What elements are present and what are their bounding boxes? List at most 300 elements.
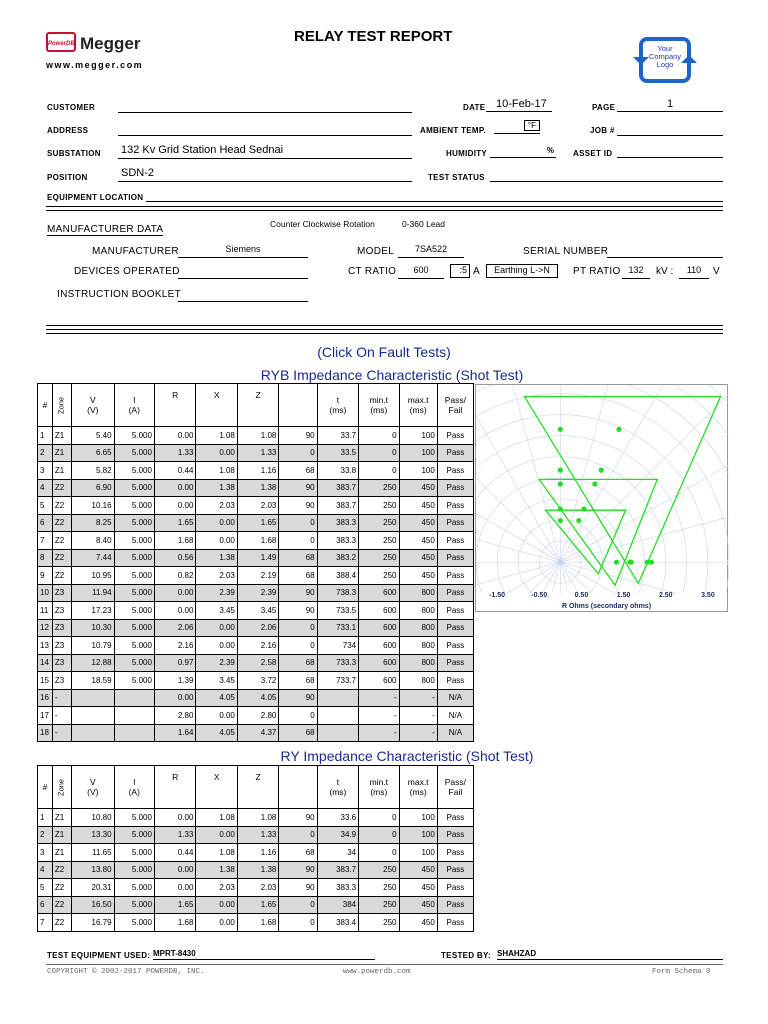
- table-cell: N/A: [437, 724, 473, 742]
- asset-id-label: ASSET ID: [573, 149, 613, 158]
- table-cell: 12: [38, 619, 53, 637]
- table-cell: Z1: [52, 826, 71, 844]
- table-cell: 0.00: [196, 707, 237, 725]
- table-cell: 1.33: [237, 826, 278, 844]
- report-title: RELAY TEST REPORT: [294, 28, 453, 45]
- table-cell: 11: [38, 602, 53, 620]
- col-header-6: Z: [237, 766, 278, 809]
- table-cell: 6.65: [72, 444, 115, 462]
- grid-circle: [476, 457, 666, 613]
- table-cell: 734: [317, 637, 358, 655]
- humidity-field[interactable]: [490, 146, 556, 158]
- test-equipment-label: TEST EQUIPMENT USED:: [47, 951, 151, 960]
- table-cell: -: [52, 707, 71, 725]
- table-cell: -: [52, 724, 71, 742]
- test-point[interactable]: [558, 506, 563, 511]
- table-row[interactable]: [38, 689, 474, 707]
- table-cell: 0: [279, 514, 317, 532]
- copyright-text: COPYRIGHT © 2002-2017 POWERDB, INC.: [47, 968, 205, 976]
- table-row[interactable]: [38, 549, 474, 567]
- table-cell: 388.4: [317, 567, 358, 585]
- customer-label: CUSTOMER: [47, 103, 96, 112]
- table-cell: 33.6: [317, 809, 358, 827]
- table-row[interactable]: [38, 809, 474, 827]
- pt-unit-kv: kV :: [656, 266, 674, 277]
- table-cell: Pass: [437, 444, 473, 462]
- table-cell: Pass: [437, 567, 473, 585]
- table-row[interactable]: [38, 826, 474, 844]
- page-label: PAGE: [592, 103, 616, 112]
- brand-website[interactable]: www.megger.com: [46, 60, 144, 70]
- table-cell: 0.00: [154, 879, 195, 897]
- table-cell: 5.000: [114, 826, 154, 844]
- chart-grid-group: [476, 385, 729, 613]
- table-cell: 733.3: [317, 654, 358, 672]
- table-cell: 0.00: [154, 427, 195, 445]
- col-header-8: t (ms): [317, 766, 358, 809]
- table-cell: 10: [38, 584, 53, 602]
- table-cell: 5.000: [114, 637, 154, 655]
- table-cell: Z2: [52, 532, 71, 550]
- table-cell: 384: [317, 896, 358, 914]
- logo-text-line3: Logo: [656, 60, 674, 69]
- col-header-10: max.t (ms): [399, 384, 437, 427]
- table-cell: Pass: [437, 584, 473, 602]
- table-row[interactable]: [38, 584, 474, 602]
- logo-text-line2: Company: [648, 52, 682, 61]
- table-cell: 8: [38, 549, 53, 567]
- table-row[interactable]: [38, 497, 474, 515]
- manufacturer-data-heading: MANUFACTURER DATA: [47, 224, 164, 235]
- table-cell: Pass: [437, 619, 473, 637]
- table-cell: 2.39: [196, 654, 237, 672]
- table-cell: -: [399, 689, 437, 707]
- test-point[interactable]: [614, 560, 619, 565]
- table-cell: 8.40: [72, 532, 115, 550]
- col-header-3: I (A): [114, 384, 154, 427]
- table-cell: 90: [279, 689, 317, 707]
- table-cell: Pass: [437, 896, 473, 914]
- test-point[interactable]: [616, 427, 621, 432]
- table-row[interactable]: [38, 619, 474, 637]
- table-cell: 9: [38, 567, 53, 585]
- col-header-1: Zone: [52, 384, 71, 427]
- table-cell: 1.08: [196, 462, 237, 480]
- col-header-1: Zone: [52, 766, 71, 809]
- devices-operated-field[interactable]: [178, 265, 308, 279]
- table-cell: 16.50: [72, 896, 115, 914]
- table-cell: 5.000: [114, 479, 154, 497]
- table-cell: Z1: [52, 427, 71, 445]
- table-cell: Pass: [437, 879, 473, 897]
- table-cell: 5.000: [114, 497, 154, 515]
- grid-circle: [476, 436, 687, 613]
- table-cell: 0: [279, 914, 317, 932]
- table-cell: Z2: [52, 861, 71, 879]
- table-row[interactable]: [38, 427, 474, 445]
- test-point[interactable]: [649, 560, 654, 565]
- test-point[interactable]: [558, 427, 563, 432]
- table-cell: [72, 707, 115, 725]
- table-row[interactable]: [38, 479, 474, 497]
- table-cell: 6: [38, 896, 53, 914]
- footer-rule: [46, 964, 723, 965]
- table-row[interactable]: [38, 602, 474, 620]
- table-cell: 2.16: [154, 637, 195, 655]
- address-label: ADDRESS: [47, 126, 89, 135]
- table-cell: Pass: [437, 497, 473, 515]
- table-cell: 450: [399, 914, 437, 932]
- grid-circle: [476, 394, 729, 613]
- table-cell: 2.03: [196, 567, 237, 585]
- table-cell: 1.65: [154, 514, 195, 532]
- asset-id-field[interactable]: [617, 146, 723, 158]
- table-cell: 383.3: [317, 532, 358, 550]
- humidity-unit: %: [546, 146, 554, 155]
- table-cell: 5.000: [114, 654, 154, 672]
- table-cell: 2.06: [154, 619, 195, 637]
- ryb-header-row: [38, 384, 474, 427]
- col-header-2: V (V): [72, 384, 115, 427]
- table-cell: 100: [399, 844, 437, 862]
- table-cell: 250: [359, 567, 399, 585]
- table-cell: 1.33: [154, 444, 195, 462]
- click-on-fault-tests-link[interactable]: (Click On Fault Tests): [317, 344, 451, 360]
- table-cell: 0: [279, 707, 317, 725]
- rotation-value: 0-360 Lead: [402, 219, 446, 229]
- table-cell: -: [399, 724, 437, 742]
- table-cell: 6: [38, 514, 53, 532]
- table-cell: 34.9: [317, 826, 358, 844]
- powerdb-site-link[interactable]: www.powerdb.com: [343, 968, 411, 976]
- table-cell: 90: [279, 861, 317, 879]
- table-cell: 450: [399, 479, 437, 497]
- ry-chart-title: RY Impedance Characteristic (Shot Test): [280, 748, 534, 764]
- table-cell: 0.44: [154, 462, 195, 480]
- test-point[interactable]: [558, 468, 563, 473]
- x-tick-label: 1.50: [616, 592, 631, 599]
- table-cell: 100: [399, 826, 437, 844]
- grid-spoke: [476, 562, 560, 613]
- table-cell: Z2: [52, 879, 71, 897]
- table-cell: 68: [279, 462, 317, 480]
- table-row[interactable]: [38, 861, 474, 879]
- position-label: POSITION: [47, 173, 88, 182]
- table-cell: N/A: [437, 689, 473, 707]
- table-cell: 4: [38, 861, 53, 879]
- table-cell: 5.000: [114, 462, 154, 480]
- table-row[interactable]: [38, 654, 474, 672]
- table-cell: 17.23: [72, 602, 115, 620]
- instruction-booklet-field[interactable]: [178, 288, 308, 302]
- table-row[interactable]: [38, 707, 474, 725]
- table-cell: 3.45: [237, 602, 278, 620]
- ambient-temp-field[interactable]: [494, 121, 540, 134]
- table-cell: 90: [279, 602, 317, 620]
- ct-secondary-field[interactable]: :5: [450, 264, 470, 278]
- table-cell: Pass: [437, 861, 473, 879]
- equipment-location-field[interactable]: [146, 190, 723, 202]
- table-cell: 90: [279, 427, 317, 445]
- table-cell: 3: [38, 462, 53, 480]
- table-cell: 90: [279, 584, 317, 602]
- logo-text-line1: Your: [657, 44, 673, 53]
- position-field[interactable]: SDN-2: [118, 167, 412, 182]
- table-cell: 0.00: [154, 479, 195, 497]
- table-cell: 68: [279, 844, 317, 862]
- table-cell: 13: [38, 637, 53, 655]
- table-cell: 1.38: [196, 479, 237, 497]
- table-cell: 2.80: [154, 707, 195, 725]
- angle-label-270: 270: [556, 586, 569, 593]
- table-cell: Pass: [437, 427, 473, 445]
- table-cell: Pass: [437, 549, 473, 567]
- grid-circle: [476, 385, 729, 613]
- table-cell: 3.72: [237, 672, 278, 690]
- serial-number-label: SERIAL NUMBER: [523, 246, 609, 257]
- table-row[interactable]: [38, 844, 474, 862]
- table-row[interactable]: [38, 896, 474, 914]
- substation-field[interactable]: 132 Kv Grid Station Head Sednai: [118, 144, 412, 159]
- table-cell: 383.3: [317, 514, 358, 532]
- ct-primary-field[interactable]: 600: [398, 265, 444, 279]
- table-cell: [114, 724, 154, 742]
- table-cell: 800: [399, 672, 437, 690]
- table-cell: [317, 724, 358, 742]
- table-cell: 10.80: [72, 809, 115, 827]
- table-row[interactable]: [38, 462, 474, 480]
- table-cell: 450: [399, 549, 437, 567]
- table-cell: 250: [359, 861, 399, 879]
- table-cell: 1.65: [237, 896, 278, 914]
- col-header-0: #: [38, 384, 53, 427]
- table-cell: 33.8: [317, 462, 358, 480]
- test-point[interactable]: [592, 481, 597, 486]
- table-cell: 5.40: [72, 427, 115, 445]
- page-field[interactable]: 1: [617, 98, 723, 112]
- table-cell: 383.2: [317, 549, 358, 567]
- zone-z2-polygon: [539, 479, 657, 585]
- table-cell: 600: [359, 619, 399, 637]
- table-cell: Pass: [437, 826, 473, 844]
- table-cell: 2.06: [237, 619, 278, 637]
- col-header-2: V (V): [72, 766, 115, 809]
- table-cell: 1.33: [237, 444, 278, 462]
- table-cell: Z1: [52, 809, 71, 827]
- table-cell: 450: [399, 497, 437, 515]
- table-cell: 5.000: [114, 844, 154, 862]
- table-cell: 1.68: [237, 532, 278, 550]
- table-cell: Pass: [437, 514, 473, 532]
- table-cell: 5.000: [114, 602, 154, 620]
- table-cell: 0: [359, 809, 399, 827]
- grid-spoke: [476, 385, 560, 562]
- table-cell: 1.38: [196, 549, 237, 567]
- table-cell: 1.16: [237, 844, 278, 862]
- table-cell: Z2: [52, 896, 71, 914]
- table-cell: 5: [38, 879, 53, 897]
- table-cell: 7: [38, 914, 53, 932]
- table-cell: 2.80: [237, 707, 278, 725]
- table-cell: 34: [317, 844, 358, 862]
- table-cell: Z1: [52, 444, 71, 462]
- table-cell: 1.38: [237, 861, 278, 879]
- test-point[interactable]: [599, 468, 604, 473]
- ct-unit: A: [473, 266, 480, 277]
- table-cell: 15: [38, 672, 53, 690]
- table-cell: Pass: [437, 532, 473, 550]
- tested-by-label: TESTED BY:: [441, 951, 491, 960]
- table-cell: 10.79: [72, 637, 115, 655]
- table-cell: 450: [399, 879, 437, 897]
- table-cell: 0: [359, 444, 399, 462]
- col-header-11: Pass/ Fail: [437, 766, 473, 809]
- date-field[interactable]: 10-Feb-17: [486, 98, 552, 112]
- x-tick-label: 3.50: [701, 592, 715, 599]
- table-cell: 5.000: [114, 879, 154, 897]
- table-cell: 0.00: [154, 809, 195, 827]
- table-cell: 450: [399, 861, 437, 879]
- test-equipment-field[interactable]: MPRT-8430: [153, 949, 375, 960]
- table-cell: 16.79: [72, 914, 115, 932]
- col-header-0: #: [38, 766, 53, 809]
- table-cell: [317, 689, 358, 707]
- table-cell: 1: [38, 809, 53, 827]
- test-point[interactable]: [558, 518, 563, 523]
- table-cell: 5.000: [114, 549, 154, 567]
- table-cell: 0.00: [154, 584, 195, 602]
- table-cell: [72, 689, 115, 707]
- table-cell: 100: [399, 462, 437, 480]
- col-header-11: Pass/ Fail: [437, 384, 473, 427]
- table-cell: 4.05: [196, 724, 237, 742]
- rotation-label: Counter Clockwise Rotation: [270, 219, 375, 229]
- table-cell: 1.49: [237, 549, 278, 567]
- table-cell: Pass: [437, 654, 473, 672]
- table-cell: 450: [399, 567, 437, 585]
- table-row[interactable]: [38, 879, 474, 897]
- table-cell: 0.00: [196, 619, 237, 637]
- table-cell: 2: [38, 444, 53, 462]
- table-cell: Pass: [437, 672, 473, 690]
- table-cell: 1.16: [237, 462, 278, 480]
- grid-spoke: [476, 385, 560, 562]
- devices-operated-label: DEVICES OPERATED: [74, 266, 180, 277]
- col-header-7: [279, 384, 317, 427]
- table-cell: 0: [279, 637, 317, 655]
- table-row[interactable]: [38, 532, 474, 550]
- pt-secondary-field[interactable]: 110: [679, 265, 709, 279]
- test-status-field[interactable]: [490, 170, 723, 182]
- col-header-7: [279, 766, 317, 809]
- table-cell: Z2: [52, 497, 71, 515]
- table-cell: 800: [399, 584, 437, 602]
- job-field[interactable]: [617, 123, 723, 136]
- table-cell: 4: [38, 479, 53, 497]
- table-cell: 800: [399, 619, 437, 637]
- ry-results-table: [37, 765, 474, 932]
- earthing-select[interactable]: Earthing L->N: [486, 264, 558, 278]
- table-cell: Z3: [52, 602, 71, 620]
- table-cell: Z3: [52, 637, 71, 655]
- table-cell: 33.5: [317, 444, 358, 462]
- test-point[interactable]: [576, 518, 581, 523]
- table-cell: 250: [359, 896, 399, 914]
- table-cell: 68: [279, 654, 317, 672]
- table-cell: 5.000: [114, 567, 154, 585]
- table-row[interactable]: [38, 444, 474, 462]
- test-point[interactable]: [629, 560, 634, 565]
- tested-by-field[interactable]: SHAHZAD: [497, 949, 723, 960]
- table-cell: 5.000: [114, 896, 154, 914]
- table-cell: 33.7: [317, 427, 358, 445]
- test-point[interactable]: [558, 481, 563, 486]
- table-row[interactable]: [38, 514, 474, 532]
- table-cell: 383.7: [317, 861, 358, 879]
- ryb-results-table: [37, 383, 474, 742]
- ambient-temp-label: AMBIENT TEMP.: [420, 126, 486, 135]
- table-row[interactable]: [38, 637, 474, 655]
- table-cell: 20.31: [72, 879, 115, 897]
- table-cell: 10.16: [72, 497, 115, 515]
- table-cell: -: [399, 707, 437, 725]
- table-row[interactable]: [38, 724, 474, 742]
- test-status-label: TEST STATUS: [428, 173, 485, 182]
- col-header-9: min.t (ms): [359, 766, 399, 809]
- table-cell: 0.00: [196, 914, 237, 932]
- x-tick-label: -0.50: [531, 592, 548, 599]
- customer-field[interactable]: [118, 100, 412, 113]
- table-cell: 100: [399, 427, 437, 445]
- table-cell: 5.000: [114, 809, 154, 827]
- table-cell: 1.68: [154, 532, 195, 550]
- table-cell: Pass: [437, 809, 473, 827]
- table-row[interactable]: [38, 567, 474, 585]
- address-field[interactable]: [118, 123, 412, 136]
- table-cell: N/A: [437, 707, 473, 725]
- table-row[interactable]: [38, 672, 474, 690]
- section-divider-3: [46, 333, 723, 336]
- table-cell: 1.68: [237, 914, 278, 932]
- table-cell: 10.95: [72, 567, 115, 585]
- x-tick-label: -1.50: [489, 592, 506, 599]
- x-tick-label: 2.50: [658, 592, 673, 599]
- table-cell: 1.39: [154, 672, 195, 690]
- table-cell: 800: [399, 602, 437, 620]
- table-cell: 250: [359, 879, 399, 897]
- manufacturer-field[interactable]: Siemens: [178, 244, 308, 258]
- table-cell: 0.00: [196, 532, 237, 550]
- table-row[interactable]: [38, 914, 474, 932]
- table-cell: 2.39: [196, 584, 237, 602]
- model-field[interactable]: 7SA522: [398, 244, 464, 258]
- table-cell: 5.000: [114, 619, 154, 637]
- model-label: MODEL: [357, 246, 395, 257]
- table-cell: 600: [359, 637, 399, 655]
- test-point[interactable]: [581, 506, 586, 511]
- table-cell: 12.88: [72, 654, 115, 672]
- col-header-8: t (ms): [317, 384, 358, 427]
- section-divider-2: [46, 325, 723, 330]
- table-cell: 0: [359, 826, 399, 844]
- pt-primary-field[interactable]: 132: [622, 265, 650, 279]
- serial-number-field[interactable]: [607, 244, 723, 258]
- table-cell: 2.39: [237, 584, 278, 602]
- table-cell: 250: [359, 479, 399, 497]
- table-cell: 3.45: [196, 602, 237, 620]
- company-logo: [633, 33, 697, 87]
- table-cell: 600: [359, 602, 399, 620]
